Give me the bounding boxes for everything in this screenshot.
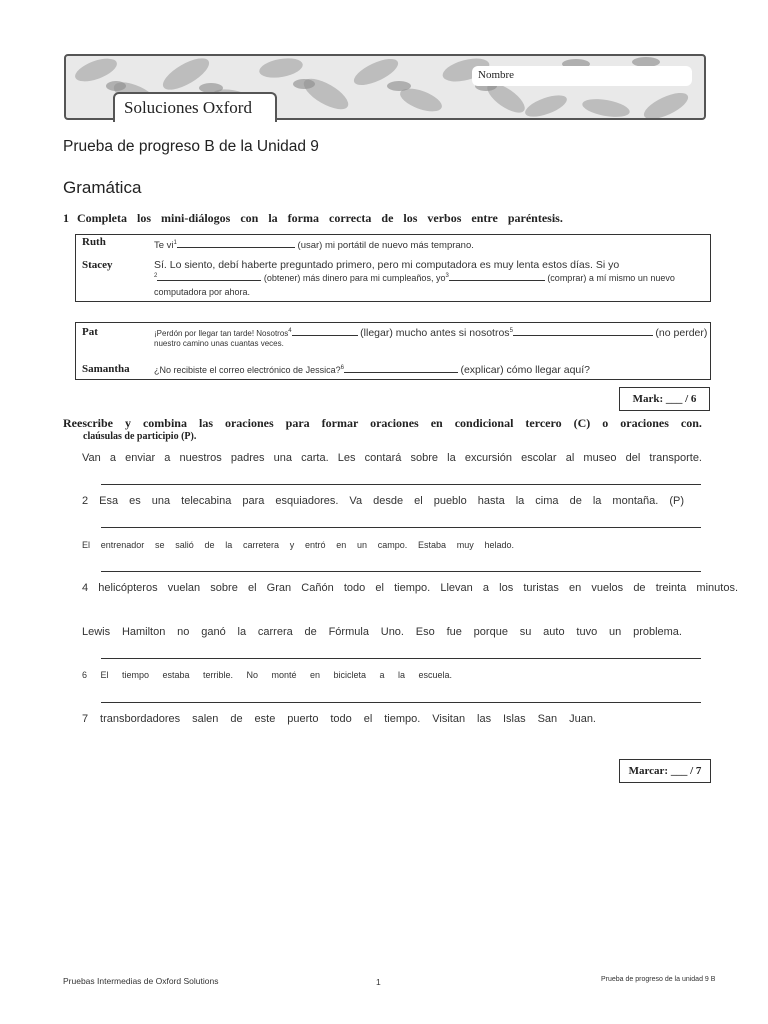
line-text: (usar) mi portátil de nuevo más temprano. <box>297 240 474 251</box>
mark-box-q2: Marcar: ___ / 7 <box>619 759 711 783</box>
dialogue-line <box>154 271 675 283</box>
question-text: Completa los mini-diálogos con la forma correcta de los verbos entre paréntesis. <box>77 211 563 225</box>
question-number: 1 <box>63 211 69 225</box>
brand-title: Soluciones Oxford <box>124 98 252 117</box>
speaker-stacey: Stacey <box>82 259 113 271</box>
answer-blank-4[interactable] <box>292 326 358 336</box>
footer-right: Prueba de progreso de la unidad 9 B <box>601 976 716 983</box>
line-text: (comprar) a mí mismo un nuevo <box>547 273 675 283</box>
dialogue-line <box>154 363 590 376</box>
answer-line-2[interactable] <box>101 527 701 528</box>
instruction-line: claúsulas de participio (P). <box>83 431 197 442</box>
footer-left: Pruebas Intermedias de Oxford Solutions <box>63 976 219 986</box>
blank-number: 3 <box>445 273 449 279</box>
question-2-instruction <box>63 416 703 442</box>
line-text: Te vi <box>154 240 174 251</box>
answer-line-6[interactable] <box>101 702 701 703</box>
blank-number: 1 <box>173 239 177 246</box>
instruction-line: Reescribe y combina las oraciones para formar oraciones en condicional tercero (C) o oraciones con. <box>63 416 702 430</box>
sentence-item-7: 7 transbordadores salen de este puerto todo el tiempo. Visitan las Islas San Juan. <box>82 713 596 725</box>
dialogue-line: computadora por ahora. <box>154 287 251 297</box>
page-number: 1 <box>376 977 381 987</box>
line-text: (no perder) <box>655 327 708 339</box>
answer-line-5[interactable] <box>101 658 701 659</box>
speaker-samantha: Samantha <box>82 363 130 375</box>
answer-blank-1[interactable] <box>177 238 295 248</box>
line-text: (explicar) cómo llegar aquí? <box>460 364 591 376</box>
blank-number: 2 <box>154 273 158 279</box>
name-label: Nombre <box>478 69 515 81</box>
line-text: (llegar) mucho antes si nosotros <box>360 327 510 339</box>
answer-blank-2[interactable] <box>157 271 261 281</box>
question-1-instruction <box>63 211 703 226</box>
sentence-item-5: Lewis Hamilton no ganó la carrera de Fórmula Uno. Eso fue porque su auto tuvo un problema. <box>82 626 682 638</box>
line-text: ¡Perdón por llegar tan tarde! Nosotros <box>154 329 289 338</box>
dialogue-box-2 <box>75 322 711 380</box>
section-title: Gramática <box>63 178 142 197</box>
answer-blank-6[interactable] <box>344 363 458 373</box>
dialogue-line <box>154 238 474 251</box>
sentence-item-3: El entrenador se salió de la carretera y entró en un campo. Estaba muy helado. <box>82 540 514 550</box>
blank-number: 6 <box>340 365 344 371</box>
blank-number: 4 <box>288 328 292 334</box>
answer-blank-3[interactable] <box>449 271 545 281</box>
dialogue-line <box>154 326 710 339</box>
line-text: ¿No recibiste el correo electrónico de Jessica? <box>154 365 341 375</box>
sentence-item-1: Van a enviar a nuestros padres una carta. Les contará sobre la excursión escolar al museo del transporte. <box>82 452 702 464</box>
speaker-pat: Pat <box>82 326 98 338</box>
sentence-item-6: 6 El tiempo estaba terrible. No monté en bicicleta a la escuela. <box>82 670 452 680</box>
sentence-item-2: 2 Esa es una telecabina para esquiadores. Va desde el pueblo hasta la cima de la montaña. (P) <box>82 495 684 507</box>
answer-line-1[interactable] <box>101 484 701 485</box>
sentence-item-4: 4 helicópteros vuelan sobre el Gran Cañón todo el tiempo. Llevan a los turistas en vuelos de treinta minutos. <box>82 582 738 594</box>
mark-box-q1: Mark: ___ / 6 <box>619 387 710 411</box>
speaker-ruth: Ruth <box>82 236 106 248</box>
answer-blank-5[interactable] <box>513 326 653 336</box>
answer-line-3[interactable] <box>101 571 701 572</box>
line-text: (obtener) más dinero para mi cumpleaños, yo <box>263 273 446 283</box>
dialogue-line: Sí. Lo siento, debí haberte preguntado primero, pero mi computadora es muy lenta estos días. Si yo <box>154 259 620 271</box>
test-title: Prueba de progreso B de la Unidad 9 <box>63 138 319 155</box>
dialogue-box-1 <box>75 234 711 302</box>
blank-number: 5 <box>509 328 513 334</box>
dialogue-line: nuestro camino unas cuantas veces. <box>154 339 284 348</box>
